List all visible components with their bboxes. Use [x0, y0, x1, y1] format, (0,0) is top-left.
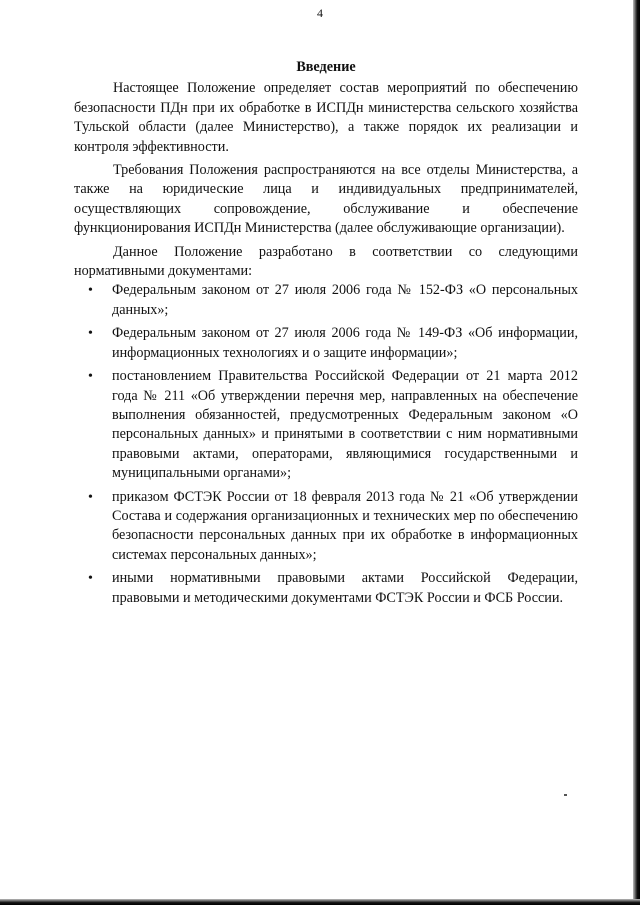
scan-edge-bottom — [0, 899, 640, 905]
page-number: 4 — [317, 6, 323, 20]
list-item — [74, 281, 578, 320]
list-item-text: приказом ФСТЭК России от 18 февраля 2013 года № 21 «Об утверждении Состава и содержания организационных и технических мер по обеспечению безопасности персональных данных при их обработке в информационных системах персональных данных»; — [112, 488, 578, 563]
scan-edge-right — [633, 0, 640, 905]
scan-speck — [564, 794, 567, 796]
paragraph-purpose: Настоящее Положение определяет состав мероприятий по обеспечению безопасности ПДн при их обработке в ИСПДн министерства сельского хозяйства Тульской области (далее Министерство), а также порядок их реализации и контроля эффективности. — [74, 80, 578, 155]
list-item — [74, 488, 578, 566]
bullet-icon: • — [88, 369, 93, 385]
list-item — [74, 324, 578, 363]
list-item-text: Федеральным законом от 27 июля 2006 года № 149-ФЗ «Об информации, информационных технологиях и о защите информации»; — [112, 325, 578, 361]
normative-documents-list — [74, 281, 578, 608]
bullet-icon: • — [88, 283, 93, 299]
paragraph-basis: Данное Положение разработано в соответствии со следующими нормативными документами: — [74, 243, 578, 280]
bullet-icon: • — [88, 326, 93, 342]
list-item-text: иными нормативными правовыми актами Российской Федерации, правовыми и методическими документами ФСТЭК России и ФСБ России. — [112, 570, 578, 606]
list-item-text: постановлением Правительства Российской Федерации от 21 марта 2012 года № 211 «Об утверждении перечня мер, направленных на обеспечение выполнения обязанностей, предусмотренных Федеральным законом «О персональных данных» и принятыми в соответствии с ним нормативными правовыми актами, операторами, являющимися государственными и муниципальными органами»; — [112, 368, 578, 482]
section-heading: Введение — [296, 59, 356, 75]
bullet-icon: • — [88, 489, 93, 505]
paragraph-scope: Требования Положения распространяются на все отделы Министерства, а также на юридические лица и индивидуальных предпринимателей, осуществляющих сопровождение, обслуживание и обеспечение функционирования ИСПДн Министерства (далее обслуживающие организации). — [74, 162, 578, 237]
document-body — [74, 58, 578, 612]
bullet-icon: • — [88, 571, 93, 587]
list-item-text: Федеральным законом от 27 июля 2006 года № 152-ФЗ «О персональных данных»; — [112, 282, 578, 318]
list-item — [74, 367, 578, 483]
list-item — [74, 569, 578, 608]
